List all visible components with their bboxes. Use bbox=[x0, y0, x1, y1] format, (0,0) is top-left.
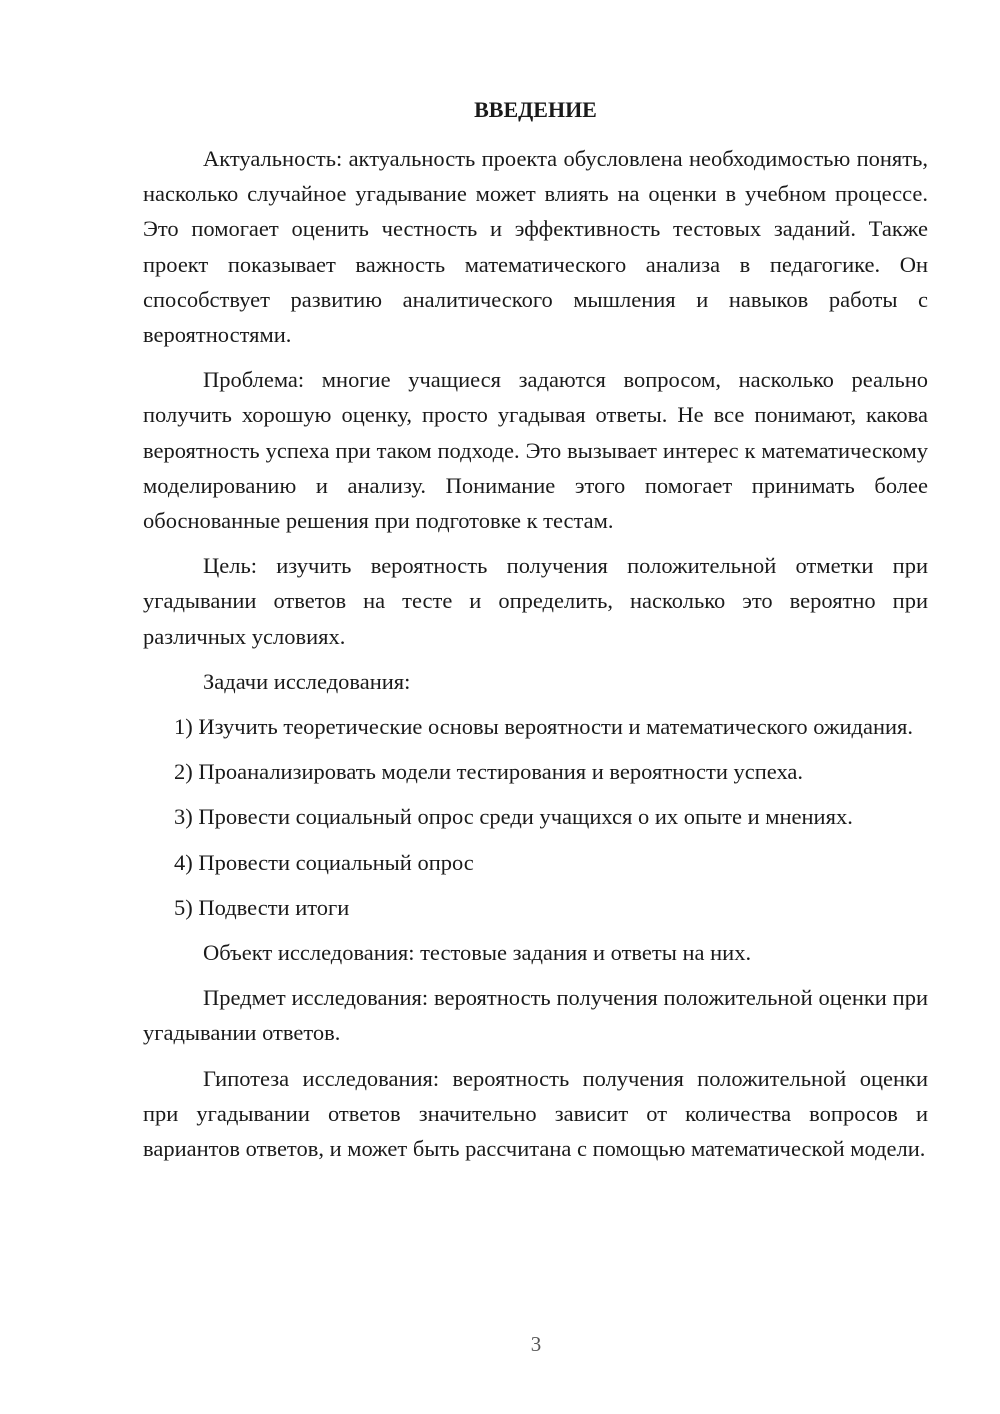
document-body bbox=[143, 92, 928, 1176]
task-item-2: 2) Проанализировать модели тестирования и вероятности успеха. bbox=[174, 759, 804, 785]
task-item-4: 4) Провести социальный опрос bbox=[174, 849, 474, 875]
task-item-5: 5) Подвести итоги bbox=[174, 894, 350, 920]
page-number: 3 bbox=[530, 1332, 542, 1356]
tasks-intro: Задачи исследования: bbox=[203, 668, 411, 694]
goal-paragraph: Цель: изучить вероятность получения положительной отметки при угадывании ответов на тесте и определить, насколько это вероятно при различных условиях. bbox=[143, 553, 928, 649]
section-heading: ВВЕДЕНИЕ bbox=[474, 97, 597, 122]
task-item-3: 3) Провести социальный опрос среди учащихся о их опыте и мнениях. bbox=[174, 804, 853, 830]
relevance-paragraph: Актуальность: актуальность проекта обусловлена необходимостью понять, насколько случайное угадывание может влиять на оценки в учебном процессе. Это помогает оценить честность и эффективность тестовых заданий. Также проект показывает важность математического анализа в педагогике. Он способствует развитию аналитического мышления и навыков работы с вероятностями. bbox=[143, 146, 928, 348]
hypothesis-paragraph: Гипотеза исследования: вероятность получения положительной оценки при угадывании ответов значительно зависит от количества вопросов и вариантов ответов, и может быть рассчитана с помощью математической модели. bbox=[143, 1065, 928, 1162]
problem-paragraph: Проблема: многие учащиеся задаются вопросом, насколько реально получить хорошую оценку, просто угадывая ответы. Не все понимают, какова вероятность успеха при таком подходе. Это вызывает интерес к математическому моделированию и анализу. Понимание этого помогает принимать более обоснованные решения при подготовке к тестам. bbox=[143, 367, 928, 534]
subject-paragraph: Предмет исследования: вероятность получения положительной оценки при угадывании ответов. bbox=[143, 985, 928, 1046]
task-item-1: 1) Изучить теоретические основы вероятности и математического ожидания. bbox=[174, 714, 914, 740]
object-paragraph: Объект исследования: тестовые задания и ответы на них. bbox=[203, 940, 752, 966]
